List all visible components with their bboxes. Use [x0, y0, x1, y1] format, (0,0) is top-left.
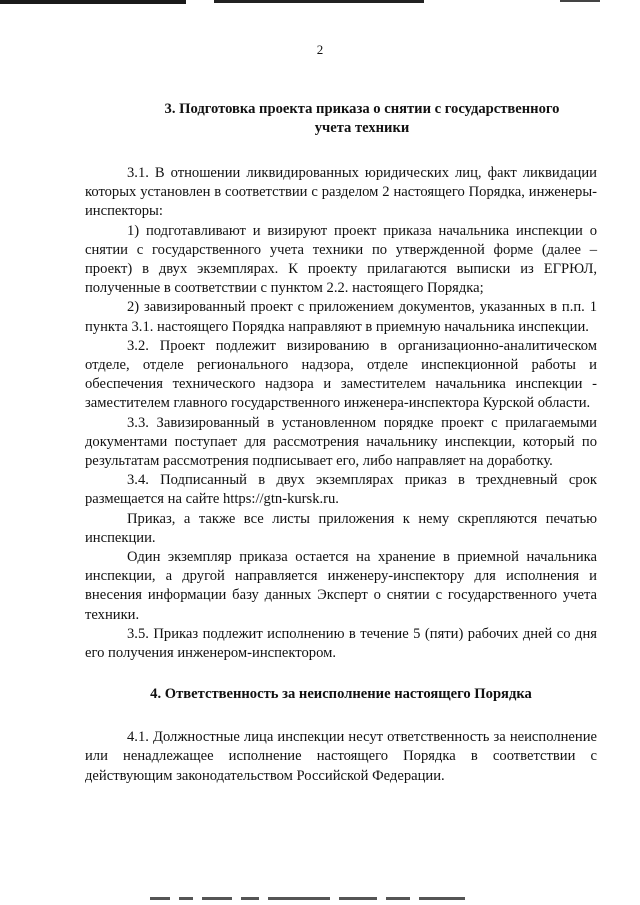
paragraph-copy-storage: Один экземпляр приказа остается на хранение в приемной начальника инспекции, а другой направляется инженеру-инспектору для исполнения и внесения информации базу данных Эксперт о снятии с государственного учета техники. — [85, 549, 597, 623]
scan-mark — [0, 0, 186, 4]
page-number: 2 — [316, 42, 324, 57]
scan-mark — [214, 0, 424, 3]
scan-artifact-top — [0, 0, 640, 6]
paragraph-3-1-item-2: 2) завизированный проект с приложением документов, указанных в п.п. 1 пункта 3.1. настоящего Порядка направляют в приемную начальника инспекции. — [85, 299, 597, 335]
section-4-heading: 4. Ответственность за неисполнение настоящего Порядка — [150, 686, 532, 703]
paragraph-3-1: 3.1. В отношении ликвидированных юридических лиц, факт ликвидации которых установлен в соответствии с разделом 2 настоящего Порядка, инженеры-инспекторы: — [85, 165, 597, 220]
paragraph-3-3: 3.3. Завизированный в установленном порядке проект с прилагаемыми документами поступает для рассмотрения начальнику инспекции, который по результатам рассмотрения подписывает его, либо направляет на доработку. — [85, 414, 597, 470]
paragraph-3-1-item-1: 1) подготавливают и визируют проект приказа начальника инспекции о снятии с государственного учета техники по утвержденной форме (далее – проект) в двух экземплярах. К проекту прилагаются выписки из ЕГРЮЛ, полученные в соответствии с пунктом 2.2. настоящего Порядка; — [85, 222, 597, 297]
scan-artifact-bottom — [150, 897, 530, 903]
paragraph-3-5: 3.5. Приказ подлежит исполнению в течение 5 (пяти) рабочих дней со дня его получения инженером-инспектором. — [85, 625, 597, 662]
section-3-title-line-1: 3. Подготовка проекта приказа о снятии с государственного — [164, 101, 560, 117]
section-3-heading — [85, 100, 597, 138]
paragraph-seal: Приказ, а также все листы приложения к нему скрепляются печатью инспекции. — [85, 510, 597, 546]
document-body — [85, 100, 597, 786]
paragraph-3-2: 3.2. Проект подлежит визированию в организационно-аналитическом отделе, отделе регионального надзора, отделе инспекционной работы и обеспечения технического надзора и заместителем начальника инспекции - заместителем главного государственного инженера-инспектора Курской области. — [85, 337, 597, 412]
paragraph-4-1: 4.1. Должностные лица инспекции несут ответственность за неисполнение или ненадлежащее исполнение настоящего Порядка в соответствии с действующим законодательством Российской Федерации. — [85, 729, 597, 784]
scan-mark — [560, 0, 600, 2]
paragraph-3-4: 3.4. Подписанный в двух экземплярах приказ в трехдневный срок размещается на сайте https://gtn-kursk.ru. — [85, 472, 597, 508]
section-3-title-line-2: учета техники — [314, 120, 410, 136]
